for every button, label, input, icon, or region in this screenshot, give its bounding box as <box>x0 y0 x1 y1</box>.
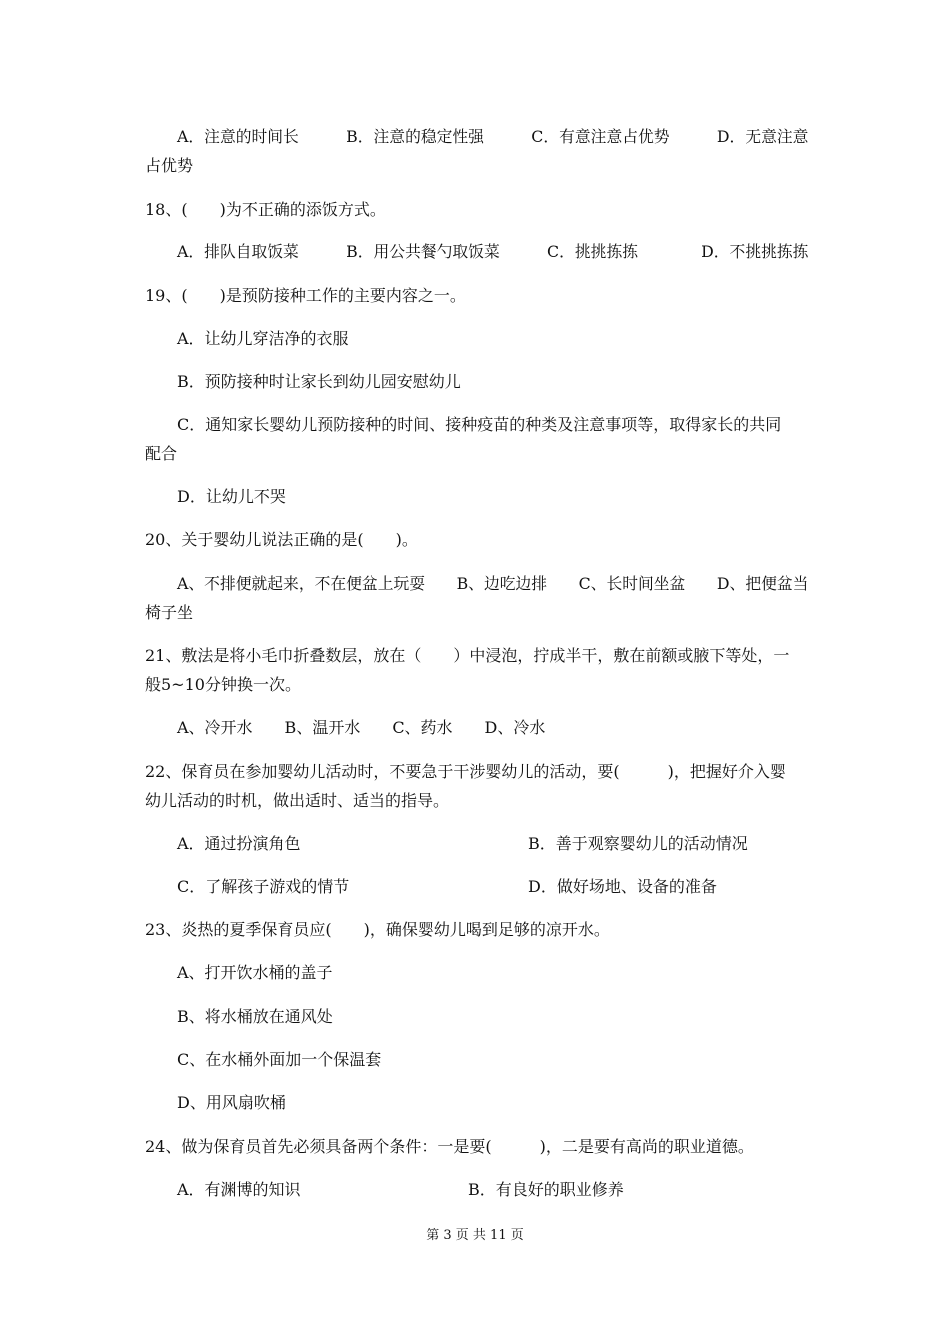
q24-option-a: A．有渊博的知识 <box>177 1180 301 1199</box>
question-19: 19、( )是预防接种工作的主要内容之一。 <box>145 286 466 305</box>
q18-options: A．排队自取饭菜 B．用公共餐勺取饭菜 C．挑挑拣拣 D．不挑挑拣拣 <box>177 242 809 261</box>
question-21-cont: 般5~10分钟换一次。 <box>145 675 301 694</box>
q23-option-a: A、打开饮水桶的盖子 <box>177 963 333 982</box>
q24-option-b: B．有良好的职业修养 <box>468 1180 624 1199</box>
q17-options: A．注意的时间长 B．注意的稳定性强 C．有意注意占优势 D．无意注意 <box>177 127 809 146</box>
q20-options-cont: 椅子坐 <box>145 603 194 622</box>
question-20: 20、关于婴幼儿说法正确的是( )。 <box>145 530 418 549</box>
question-18: 18、( )为不正确的添饭方式。 <box>145 200 386 219</box>
q23-option-d: D、用风扇吹桶 <box>177 1093 286 1112</box>
q19-option-b: B．预防接种时让家长到幼儿园安慰幼儿 <box>177 372 461 391</box>
q17-options-cont: 占优势 <box>145 156 194 175</box>
page-footer: 第 3 页 共 11 页 <box>426 1228 524 1243</box>
q22-option-d: D．做好场地、设备的准备 <box>528 877 717 896</box>
q22-option-c: C．了解孩子游戏的情节 <box>177 877 350 896</box>
q22-option-b: B．善于观察婴幼儿的活动情况 <box>528 834 748 853</box>
q19-option-a: A．让幼儿穿洁净的衣服 <box>177 329 349 348</box>
question-21: 21、敷法是将小毛巾折叠数层，放在（ ）中浸泡，拧成半干，敷在前额或腋下等处，一 <box>145 646 790 665</box>
question-24: 24、做为保育员首先必须具备两个条件：一是要( )，二是要有高尚的职业道德。 <box>145 1137 754 1156</box>
q20-options: A、不排便就起来，不在便盆上玩耍 B、边吃边排 C、长时间坐盆 D、把便盆当 <box>177 574 809 593</box>
question-22-cont: 幼儿活动的时机，做出适时、适当的指导。 <box>145 791 450 810</box>
question-23: 23、炎热的夏季保育员应( )，确保婴幼儿喝到足够的凉开水。 <box>145 920 610 939</box>
q19-option-d: D．让幼儿不哭 <box>177 487 286 506</box>
q19-option-c: C．通知家长婴幼儿预防接种的时间、接种疫苗的种类及注意事项等，取得家长的共同 <box>177 415 782 434</box>
q22-option-a: A．通过扮演角色 <box>177 834 301 853</box>
q23-option-b: B、将水桶放在通风处 <box>177 1007 333 1026</box>
q19-option-c-cont: 配合 <box>145 444 178 463</box>
q23-option-c: C、在水桶外面加一个保温套 <box>177 1050 382 1069</box>
q21-options: A、冷开水 B、温开水 C、药水 D、冷水 <box>177 718 546 737</box>
question-22: 22、保育员在参加婴幼儿活动时，不要急于干涉婴幼儿的活动，要( )，把握好介入婴 <box>145 762 786 781</box>
